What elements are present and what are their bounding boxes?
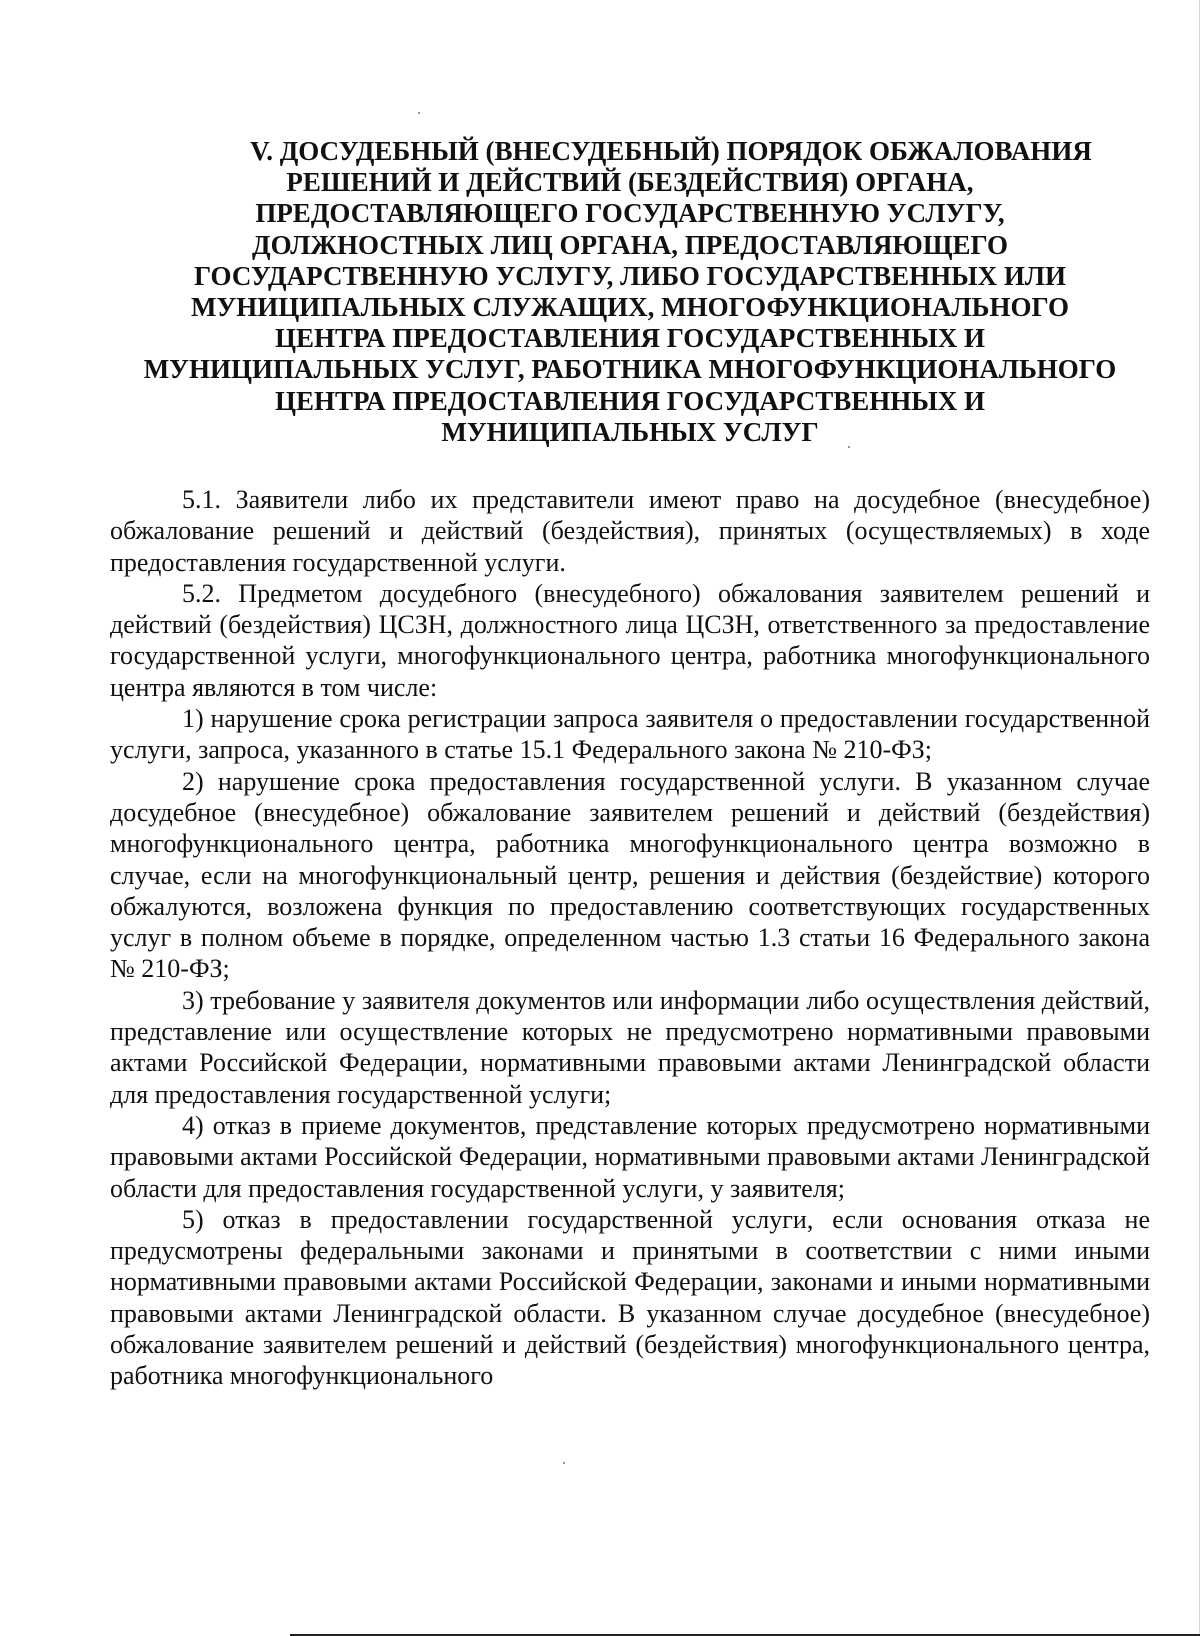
scan-speck bbox=[418, 112, 420, 114]
heading-line: ДОЛЖНОСТНЫХ ЛИЦ ОРГАНА, ПРЕДОСТАВЛЯЮЩЕГО bbox=[252, 229, 1008, 260]
heading-line: МУНИЦИПАЛЬНЫХ СЛУЖАЩИХ, МНОГОФУНКЦИОНАЛЬНОГО bbox=[191, 292, 1069, 323]
scan-speck bbox=[848, 446, 850, 448]
heading-line: ЦЕНТРА ПРЕДОСТАВЛЕНИЯ ГОСУДАРСТВЕННЫХ И bbox=[275, 323, 985, 354]
heading-line: V. ДОСУДЕБНЫЙ (ВНЕСУДЕБНЫЙ) ПОРЯДОК ОБЖАЛОВАНИЯ bbox=[250, 136, 1092, 166]
list-item-2: 2) нарушение срока предоставления государственной услуги. В указанном случае досудебное (внесудебное) обжалование заявителем решений и действий (бездействия) многофункционального центра, работника многофункционального центра возможно в случае, если на многофункциональный центр, решения и действия (бездействие) которого обжалуются, возложена функция по предоставлению соответствующих государственных услуг в полном объеме в порядке, определенном частью 1.3 статьи 16 Федерального закона № 210-ФЗ; bbox=[110, 766, 1150, 984]
heading-line: МУНИЦИПАЛЬНЫХ УСЛУГ, РАБОТНИКА МНОГОФУНКЦИОНАЛЬНОГО bbox=[143, 354, 1117, 385]
heading-line: ЦЕНТРА ПРЕДОСТАВЛЕНИЯ ГОСУДАРСТВЕННЫХ И bbox=[275, 385, 985, 416]
heading-line: ГОСУДАРСТВЕННУЮ УСЛУГУ, ЛИБО ГОСУДАРСТВЕННЫХ ИЛИ bbox=[193, 260, 1067, 291]
heading-line: ПРЕДОСТАВЛЯЮЩЕГО ГОСУДАРСТВЕННУЮ УСЛУГУ, bbox=[255, 198, 1005, 229]
heading-line: МУНИЦИПАЛЬНЫХ УСЛУГ bbox=[441, 416, 819, 447]
paragraph-5-1: 5.1. Заявители либо их представители имеют право на досудебное (внесудебное) обжалование решений и действий (бездействия), принятых (осуществляемых) в ходе предоставления государственной услуги. bbox=[110, 485, 1150, 577]
list-item-4: 4) отказ в приеме документов, представление которых предусмотрено нормативными правовыми актами Российской Федерации, нормативными правовыми актами Ленинградской области для предоставления государственной услуги, у заявителя; bbox=[110, 1110, 1150, 1203]
scan-speck bbox=[563, 1462, 565, 1464]
list-item-1: 1) нарушение срока регистрации запроса заявителя о предоставлении государственной услуги, запроса, указанного в статье 15.1 Федерального закона № 210-ФЗ; bbox=[110, 704, 1150, 765]
section-heading bbox=[108, 136, 1152, 448]
list-item-5: 5) отказ в предоставлении государственной услуги, если основания отказа не предусмотрены федеральными законами и принятыми в соответствии с ними иными нормативными правовыми актами Российской Федерации, законами и иными нормативными правовыми актами Ленинградской области. В указанном случае досудебное (внесудебное) обжалование заявителем решений и действий (бездействия) многофункционального центра, работника многофункционального bbox=[110, 1204, 1150, 1391]
list-item-3: 3) требование у заявителя документов или информации либо осуществления действий, представление или осуществление которых не предусмотрено нормативными правовыми актами Российской Федерации, нормативными правовыми актами Ленинградской области для предоставления государственной услуги; bbox=[110, 985, 1150, 1109]
document-body bbox=[110, 484, 1150, 1392]
paragraph-5-2: 5.2. Предметом досудебного (внесудебного) обжалования заявителем решений и действий (бездействия) ЦСЗН, должностного лица ЦСЗН, ответственного за предоставление государственной услуги, многофункционального центра, работника многофункционального центра являются в том числе: bbox=[110, 578, 1150, 702]
heading-line: РЕШЕНИЙ И ДЕЙСТВИЙ (БЕЗДЕЙСТВИЯ) ОРГАНА, bbox=[286, 167, 974, 198]
